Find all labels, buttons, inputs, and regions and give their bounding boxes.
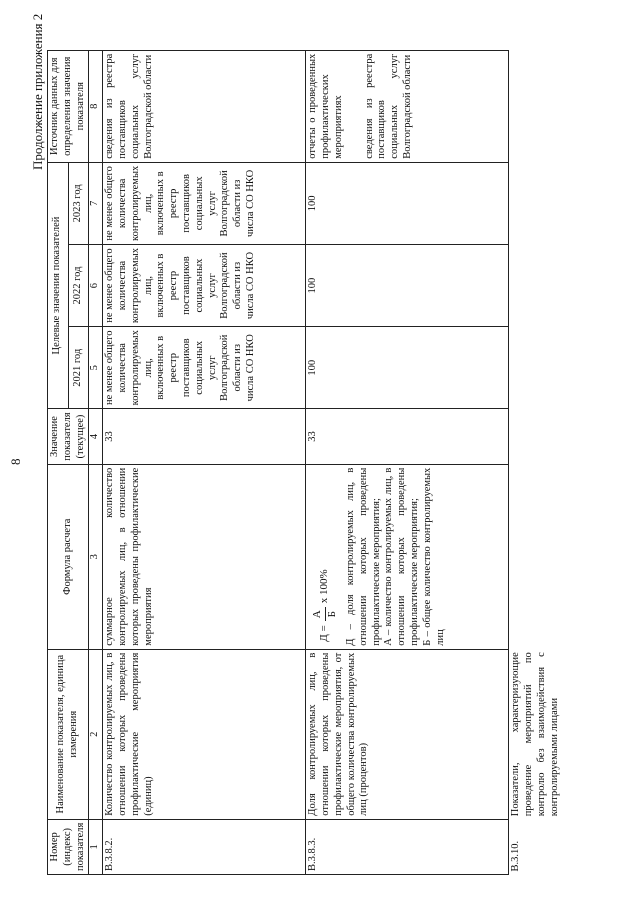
header-data-source: Источник данных для определения значения показателя — [48, 50, 89, 162]
header-year-2023: 2023 год — [68, 162, 89, 244]
row-target-2022: 100 — [306, 244, 509, 326]
column-number-row — [89, 50, 103, 874]
row-data-source — [306, 50, 509, 162]
column-number: 2 — [89, 649, 103, 819]
header-number: Номер (индекс) показателя — [48, 819, 89, 874]
row-current-value: 33 — [103, 409, 306, 464]
table-row — [103, 50, 306, 874]
row-target-2021: 100 — [306, 327, 509, 409]
table-row — [509, 50, 563, 874]
appendix-continuation-note: Продолжение приложения 2 — [30, 13, 45, 170]
column-number: 5 — [89, 327, 103, 409]
row-indicator-name: Показатели, характеризующие проведение мероприятий по контролю без взаимодействия с контролируемыми лицами — [510, 652, 560, 817]
column-number: 3 — [89, 464, 103, 649]
row-number: В.3.10. — [510, 840, 522, 872]
header-formula: Формула расчета — [48, 464, 89, 649]
header-current-value: Значение показателя (текущее) — [48, 409, 89, 464]
row-target-2022: не менее общего количества контролируемых лиц, включенных в реестр поставщиков социальных услуг Волгоградской области из числа СО НКО — [103, 244, 306, 326]
row-number: В.3.8.3. — [306, 819, 509, 874]
formula-where-b: Б – общее количество контролируемых лиц — [421, 467, 446, 646]
header-year-2021: 2021 год — [68, 327, 89, 409]
header-target-values: Целевые значения показателей — [48, 162, 69, 409]
formula-denominator: Б — [325, 611, 338, 618]
column-number: 4 — [89, 409, 103, 464]
page-number: 8 — [8, 458, 23, 465]
formula-expression — [311, 468, 339, 642]
table-row — [306, 50, 509, 874]
row-current-value: 33 — [306, 409, 509, 464]
header-year-2022: 2022 год — [68, 244, 89, 326]
row-number: В.3.8.2. — [103, 819, 306, 874]
header-name: Наименование показателя, единица измерения — [48, 649, 89, 819]
source-registry: сведения из реестра поставщиков социальных услуг Волгоградской области — [363, 53, 413, 159]
header-row — [48, 50, 69, 874]
row-formula: суммарное количество контролируемых лиц, в отношении которых проведены профилактические мероприятия — [103, 464, 306, 649]
row-indicator-name: Количество контролируемых лиц, в отношении которых проведены профилактические мероприятия (единиц) — [103, 649, 306, 819]
column-number: 1 — [89, 819, 103, 874]
formula-rhs: x 100% — [318, 569, 331, 604]
row-target-2023: 100 — [306, 162, 509, 244]
formula-fraction — [311, 607, 339, 621]
formula-where-d: Д – доля контролируемых лиц, в отношении которых проведены профилактические мероприятия; — [345, 467, 382, 646]
column-number: 8 — [89, 50, 103, 162]
formula-numerator: А — [311, 607, 325, 621]
source-reports: отчеты о проведенных профилактических мероприятиях — [307, 53, 344, 159]
row-data-source: сведения из реестра поставщиков социальных услуг Волгоградской области — [103, 50, 306, 162]
column-number: 6 — [89, 244, 103, 326]
row-target-2023: не менее общего количества контролируемых лиц, включенных в реестр поставщиков социальных услуг Волгоградской области из числа СО НКО — [103, 162, 306, 244]
formula-where-a: А – количество контролируемых лиц, в отношении которых проведены профилактические мероприятия; — [383, 467, 420, 646]
row-formula — [306, 464, 509, 649]
row-indicator-name: Доля контролируемых лиц, в отношении которых проведены профилактические мероприятия, от общего количества контролируемых лиц (процентов) — [306, 649, 509, 819]
row-target-2021: не менее общего количества контролируемых лиц, включенных в реестр поставщиков социальных услуг Волгоградской области из числа СО НКО — [103, 327, 306, 409]
formula-lhs: Д = — [318, 625, 331, 642]
column-number: 7 — [89, 162, 103, 244]
indicators-table — [47, 50, 562, 875]
